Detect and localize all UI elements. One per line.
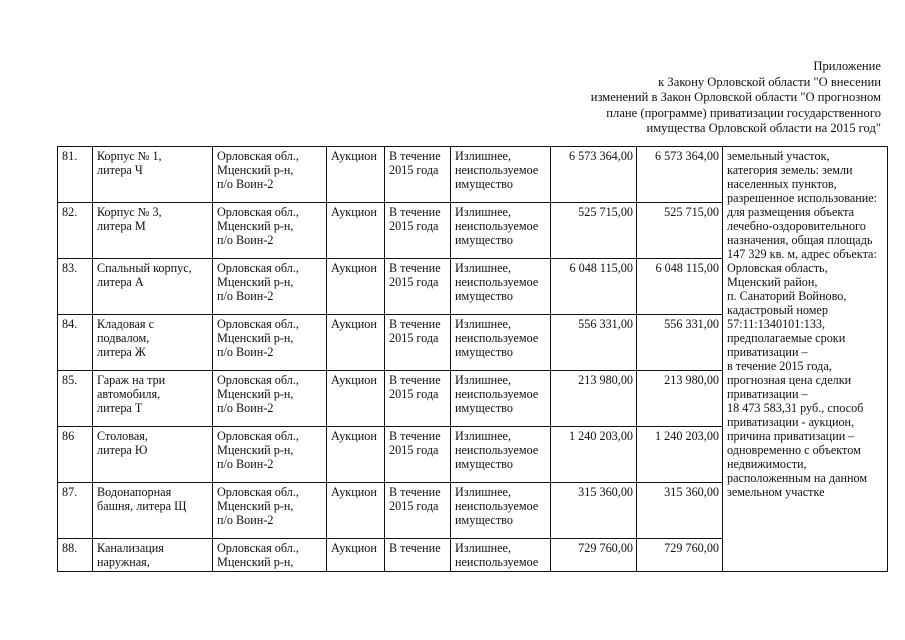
land-plot-note-line: приватизации –	[727, 387, 808, 401]
land-plot-note-line: Орловская область,	[727, 261, 828, 275]
land-plot-note-line: 57:11:1340101:133,	[727, 317, 826, 331]
privatization-reason-line: неиспользуемое	[455, 499, 539, 513]
privatization-reason-line: неиспользуемое	[455, 443, 539, 457]
object-name-line: Кладовая с	[97, 317, 154, 331]
price-value: 213 980,00	[551, 371, 637, 427]
price-value-forecast: 729 760,00	[637, 539, 723, 572]
object-address-line: Орловская обл.,	[217, 317, 299, 331]
object-address-line: Мценский р-н,	[217, 275, 294, 289]
land-plot-note-line: Мценский район,	[727, 275, 818, 289]
object-name-line: литера А	[97, 275, 144, 289]
row-number: 84.	[58, 315, 93, 371]
privatization-term-line: 2015 года	[389, 163, 439, 177]
price-value-forecast: 556 331,00	[637, 315, 723, 371]
object-address-line: Орловская обл.,	[217, 429, 299, 443]
privatization-reason-line: имущество	[455, 401, 513, 415]
price-value-forecast: 6 573 364,00	[637, 147, 723, 203]
object-address	[213, 203, 327, 259]
privatization-term-line: 2015 года	[389, 443, 439, 457]
price-value: 6 573 364,00	[551, 147, 637, 203]
privatization-term	[385, 259, 451, 315]
object-name-line: наружная,	[97, 555, 150, 569]
row-number: 86	[58, 427, 93, 483]
object-name	[93, 427, 213, 483]
privatization-term-line: В течение	[389, 317, 441, 331]
object-name-line: автомобиля,	[97, 387, 161, 401]
privatization-term-line: В течение	[389, 261, 441, 275]
object-address-line: п/о Воин-2	[217, 513, 274, 527]
object-name	[93, 483, 213, 539]
privatization-method: Аукцион	[327, 371, 385, 427]
land-plot-note-line: причина приватизации –	[727, 429, 855, 443]
privatization-method: Аукцион	[327, 315, 385, 371]
privatization-reason-line: неиспользуемое	[455, 163, 539, 177]
object-address-line: Мценский р-н,	[217, 499, 294, 513]
object-name-line: Столовая,	[97, 429, 148, 443]
privatization-term-line: 2015 года	[389, 387, 439, 401]
object-address	[213, 315, 327, 371]
object-address	[213, 371, 327, 427]
row-number: 87.	[58, 483, 93, 539]
privatization-method: Аукцион	[327, 539, 385, 572]
object-address-line: п/о Воин-2	[217, 289, 274, 303]
privatization-reason-line: неиспользуемое	[455, 275, 539, 289]
object-name-line: литера Т	[97, 401, 143, 415]
privatization-reason-line: имущество	[455, 345, 513, 359]
privatization-reason-line: имущество	[455, 233, 513, 247]
privatization-term-line: 2015 года	[389, 499, 439, 513]
object-name-line: башня, литера Щ	[97, 499, 187, 513]
privatization-reason	[451, 483, 551, 539]
privatization-reason	[451, 203, 551, 259]
object-address-line: Мценский р-н,	[217, 331, 294, 345]
land-plot-note-line: в течение 2015 года,	[727, 359, 832, 373]
object-name-line: литера М	[97, 219, 146, 233]
object-address-line: Орловская обл.,	[217, 205, 299, 219]
object-address-line: п/о Воин-2	[217, 457, 274, 471]
price-value: 556 331,00	[551, 315, 637, 371]
object-address-line: п/о Воин-2	[217, 345, 274, 359]
object-address-line: Мценский р-н,	[217, 443, 294, 457]
object-name	[93, 203, 213, 259]
privatization-reason-line: имущество	[455, 289, 513, 303]
price-value-forecast: 315 360,00	[637, 483, 723, 539]
privatization-reason	[451, 371, 551, 427]
object-name-line: литера Ч	[97, 163, 143, 177]
land-plot-note-line: земельный участок,	[727, 149, 830, 163]
price-value-forecast: 213 980,00	[637, 371, 723, 427]
price-value: 315 360,00	[551, 483, 637, 539]
privatization-term	[385, 539, 451, 572]
privatization-method: Аукцион	[327, 483, 385, 539]
privatization-reason	[451, 427, 551, 483]
object-name-line: Гараж на три	[97, 373, 166, 387]
privatization-term-line: В течение	[389, 205, 441, 219]
land-plot-note-line: приватизации –	[727, 345, 808, 359]
privatization-reason	[451, 147, 551, 203]
object-name-line: Корпус № 3,	[97, 205, 162, 219]
land-plot-note-line: расположенным на данном	[727, 471, 868, 485]
privatization-term	[385, 203, 451, 259]
land-plot-note-line: 147 329 кв. м, адрес объекта:	[727, 247, 877, 261]
privatization-reason-line: имущество	[455, 177, 513, 191]
object-address	[213, 147, 327, 203]
price-value: 1 240 203,00	[551, 427, 637, 483]
land-plot-note-line: для размещения объекта	[727, 205, 855, 219]
privatization-reason-line: Излишнее,	[455, 541, 511, 555]
object-address-line: Орловская обл.,	[217, 485, 299, 499]
privatization-term	[385, 315, 451, 371]
header-line: плане (программе) приватизации государственного	[606, 105, 881, 120]
privatization-term-line: 2015 года	[389, 275, 439, 289]
price-value: 729 760,00	[551, 539, 637, 572]
privatization-table	[57, 146, 888, 572]
land-plot-note-line: прогнозная цена сделки	[727, 373, 852, 387]
price-value: 6 048 115,00	[551, 259, 637, 315]
privatization-term-line: 2015 года	[389, 219, 439, 233]
privatization-reason-line: неиспользуемое	[455, 555, 539, 569]
row-number: 88.	[58, 539, 93, 572]
header-line: к Закону Орловской области "О внесении	[658, 74, 881, 89]
land-plot-note-line: назначения, общая площадь	[727, 233, 873, 247]
privatization-reason-line: имущество	[455, 457, 513, 471]
object-address	[213, 483, 327, 539]
object-address-line: Мценский р-н,	[217, 387, 294, 401]
object-address	[213, 427, 327, 483]
privatization-term-line: В течение	[389, 149, 441, 163]
price-value: 525 715,00	[551, 203, 637, 259]
privatization-method: Аукцион	[327, 427, 385, 483]
privatization-term	[385, 371, 451, 427]
row-number: 83.	[58, 259, 93, 315]
privatization-reason	[451, 259, 551, 315]
privatization-reason-line: Излишнее,	[455, 373, 511, 387]
price-value-forecast: 525 715,00	[637, 203, 723, 259]
land-plot-note-line: кадастровый номер	[727, 303, 828, 317]
header-line: имущества Орловской области на 2015 год"	[646, 121, 881, 135]
object-address-line: Мценский р-н,	[217, 555, 294, 569]
privatization-term-line: В течение	[389, 373, 441, 387]
land-plot-note-line: приватизации - аукцион,	[727, 415, 855, 429]
land-plot-note-line: 18 473 583,31 руб., способ	[727, 401, 864, 415]
object-address-line: Орловская обл.,	[217, 149, 299, 163]
privatization-term	[385, 147, 451, 203]
object-address	[213, 259, 327, 315]
table-row	[58, 147, 888, 203]
object-name	[93, 371, 213, 427]
land-plot-note-line: недвижимости,	[727, 457, 807, 471]
object-address-line: Орловская обл.,	[217, 373, 299, 387]
land-plot-note	[723, 147, 888, 572]
privatization-term	[385, 483, 451, 539]
object-name-line: Канализация	[97, 541, 164, 555]
row-number: 82.	[58, 203, 93, 259]
object-name	[93, 315, 213, 371]
privatization-method: Аукцион	[327, 147, 385, 203]
privatization-reason-line: неиспользуемое	[455, 219, 539, 233]
object-name	[93, 147, 213, 203]
privatization-reason-line: Излишнее,	[455, 317, 511, 331]
object-address	[213, 539, 327, 572]
row-number: 85.	[58, 371, 93, 427]
land-plot-note-line: предполагаемые сроки	[727, 331, 846, 345]
object-address-line: Орловская обл.,	[217, 261, 299, 275]
object-address-line: п/о Воин-2	[217, 401, 274, 415]
document-header	[520, 59, 881, 137]
privatization-reason-line: имущество	[455, 513, 513, 527]
object-name-line: Спальный корпус,	[97, 261, 192, 275]
row-number: 81.	[58, 147, 93, 203]
price-value-forecast: 1 240 203,00	[637, 427, 723, 483]
privatization-term-line: В течение	[389, 429, 441, 443]
object-name-line: литера Ю	[97, 443, 148, 457]
object-address-line: п/о Воин-2	[217, 233, 274, 247]
privatization-term-line: В течение	[389, 485, 441, 499]
object-name	[93, 539, 213, 572]
privatization-reason-line: неиспользуемое	[455, 331, 539, 345]
land-plot-note-line: населенных пунктов,	[727, 177, 837, 191]
object-address-line: п/о Воин-2	[217, 177, 274, 191]
privatization-reason-line: Излишнее,	[455, 149, 511, 163]
privatization-term-line: В течение	[389, 541, 441, 555]
privatization-reason	[451, 539, 551, 572]
land-plot-note-line: п. Санаторий Войново,	[727, 289, 847, 303]
object-name-line: подвалом,	[97, 331, 150, 345]
privatization-reason	[451, 315, 551, 371]
object-address-line: Орловская обл.,	[217, 541, 299, 555]
header-line: изменений в Закон Орловской области "О прогнозном	[590, 90, 881, 104]
land-plot-note-line: земельном участке	[727, 485, 825, 499]
land-plot-note-line: разрешенное использование:	[727, 191, 878, 205]
privatization-term-line: 2015 года	[389, 331, 439, 345]
object-name-line: Корпус № 1,	[97, 149, 162, 163]
privatization-reason-line: Излишнее,	[455, 485, 511, 499]
header-line: Приложение	[813, 59, 881, 73]
privatization-reason-line: Излишнее,	[455, 429, 511, 443]
land-plot-note-line: одновременно с объектом	[727, 443, 861, 457]
privatization-reason-line: Излишнее,	[455, 261, 511, 275]
privatization-method: Аукцион	[327, 203, 385, 259]
privatization-reason-line: неиспользуемое	[455, 387, 539, 401]
land-plot-note-line: категория земель: земли	[727, 163, 853, 177]
privatization-method: Аукцион	[327, 259, 385, 315]
object-name	[93, 259, 213, 315]
privatization-term	[385, 427, 451, 483]
privatization-reason-line: Излишнее,	[455, 205, 511, 219]
object-name-line: Водонапорная	[97, 485, 172, 499]
object-address-line: Мценский р-н,	[217, 163, 294, 177]
object-address-line: Мценский р-н,	[217, 219, 294, 233]
object-name-line: литера Ж	[97, 345, 146, 359]
land-plot-note-line: лечебно-оздоровительного	[727, 219, 866, 233]
price-value-forecast: 6 048 115,00	[637, 259, 723, 315]
